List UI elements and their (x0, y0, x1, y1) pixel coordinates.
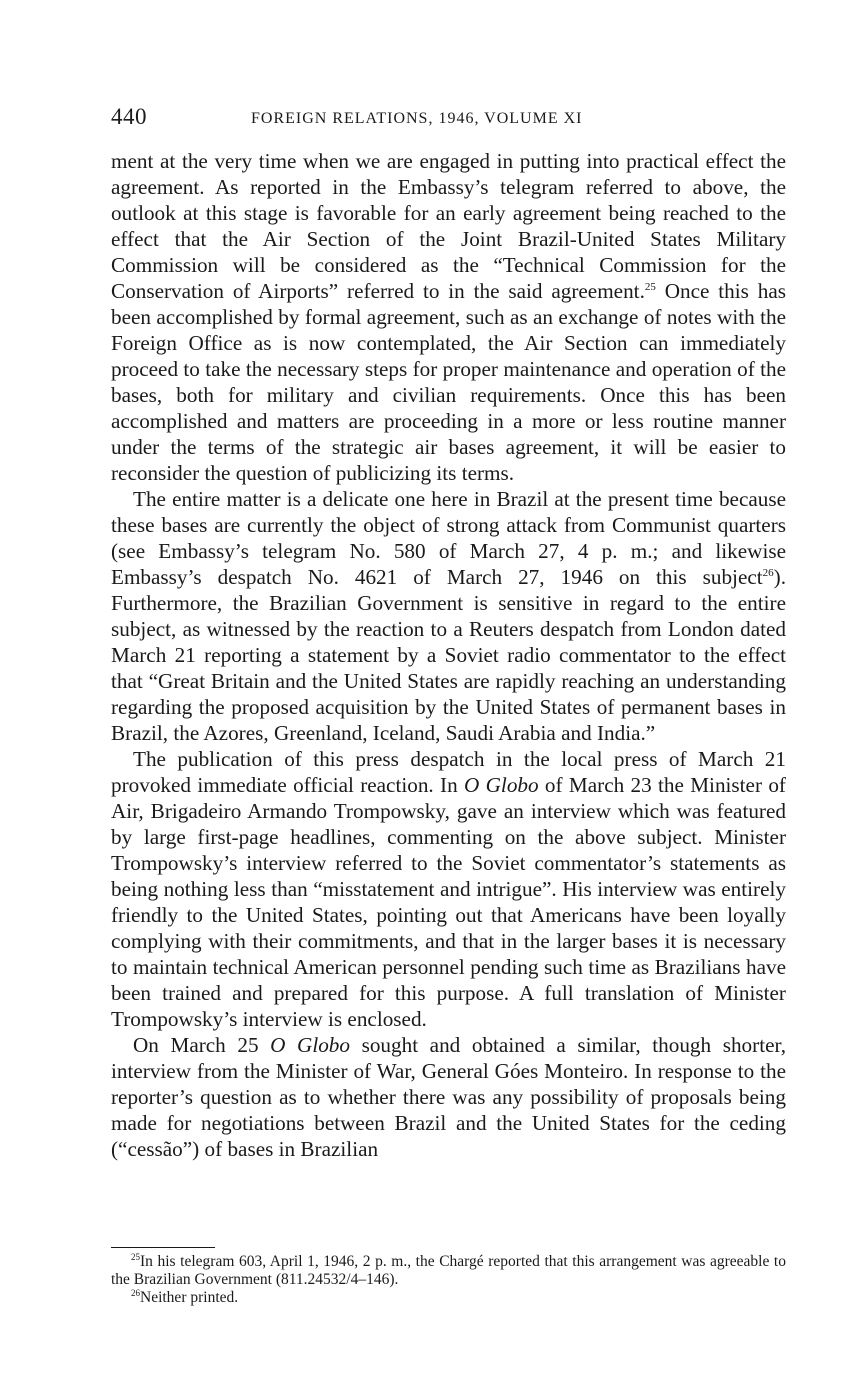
paragraph-4-text-a: On March 25 (133, 1033, 271, 1057)
paragraph-2 (111, 486, 786, 746)
page-header (111, 104, 786, 132)
footnote-ref-26: 26 (762, 566, 774, 579)
paragraph-3 (111, 746, 786, 1032)
document-body (111, 148, 786, 1162)
footnote-ref-25: 25 (644, 280, 656, 293)
paragraph-4 (111, 1032, 786, 1162)
footnote-25 (111, 1253, 786, 1289)
footnote-25-mark: 25 (131, 1251, 140, 1262)
paragraph-4-text-b: sought and obtained a similar, though shorter, interview from the Minister of War, General Góes Monteiro. In response to the reporter’s question as to whether there was any possibility of proposals being made for negotiations between Brazil and the United States for the ceding (“cessão”) of bases in Brazilian (111, 1033, 786, 1161)
paragraph-2-tail: ). Furthermore, the Brazilian Government is sensitive in regard to the entire subject, as witnessed by the reaction to a Reuters despatch from London dated March 21 reporting a statement by a Soviet radio commentator to the effect that “Great Britain and the United States are rapidly reaching an understanding regarding the proposed acquisition by the United States of permanent bases in Brazil, the Azores, Greenland, Iceland, Saudi Arabia and India.” (111, 565, 786, 745)
footnote-26-mark: 26 (131, 1287, 140, 1298)
footnotes (111, 1253, 786, 1307)
paragraph-1-tail: Once this has been accomplished by formal agreement, such as an exchange of notes with the Foreign Office as is now contemplated, the Air Section can immediately proceed to take the necessary steps for proper maintenance and operation of the bases, both for military and civilian requirements. Once this has been accomplished and matters are proceeding in a more or less routine manner under the terms of the strategic air bases agreement, it will be easier to reconsider the question of publicizing its terms. (111, 279, 787, 485)
paragraph-1 (111, 148, 786, 486)
footnote-26 (111, 1289, 786, 1307)
footnote-divider (111, 1247, 215, 1248)
newspaper-title-o-globo: O Globo (464, 773, 539, 797)
paragraph-3-text-a: The publication of this press despatch in the local press of March 21 provoked immediate official reaction. In (111, 747, 786, 797)
footnote-26-text: Neither printed. (140, 1289, 239, 1306)
newspaper-title-o-globo: O Globo (270, 1033, 350, 1057)
paragraph-1-text: ment at the very time when we are engaged in putting into practical effect the agreement. As reported in the Embassy’s telegram referred to above, the outlook at this stage is favorable for an early agreement being reached to the effect that the Air Section of the Joint Brazil-United States Military Commission will be considered as the “Technical Commission for the Conservation of Airports” referred to in the said agreement. (111, 149, 786, 303)
running-title: FOREIGN RELATIONS, 1946, VOLUME XI (251, 110, 583, 127)
paragraph-2-text: The entire matter is a delicate one here in Brazil at the present time because these bases are currently the object of strong attack from Communist quarters (see Embassy’s telegram No. 580 of March 27, 4 p. m.; and likewise Embassy’s despatch No. 4621 of March 27, 1946 on this subject (111, 487, 786, 589)
footnote-25-text: In his telegram 603, April 1, 1946, 2 p. m., the Chargé reported that this arrangement was agreeable to the Brazilian Government (811.24532/4–146). (111, 1253, 786, 1288)
page-number: 440 (111, 104, 147, 129)
paragraph-3-text-b: of March 23 the Minister of Air, Brigadeiro Armando Trompowsky, gave an interview which was featured by large first-page headlines, commenting on the above subject. Minister Trompowsky’s interview referred to the Soviet commentator’s statements as being nothing less than “misstatement and intrigue”. His interview was entirely friendly to the United States, pointing out that Americans have been loyally complying with their commitments, and that in the larger bases it is necessary to maintain technical American personnel pending such time as Brazilians have been trained and prepared for this purpose. A full translation of Minister Trompowsky’s interview is enclosed. (111, 773, 786, 1031)
